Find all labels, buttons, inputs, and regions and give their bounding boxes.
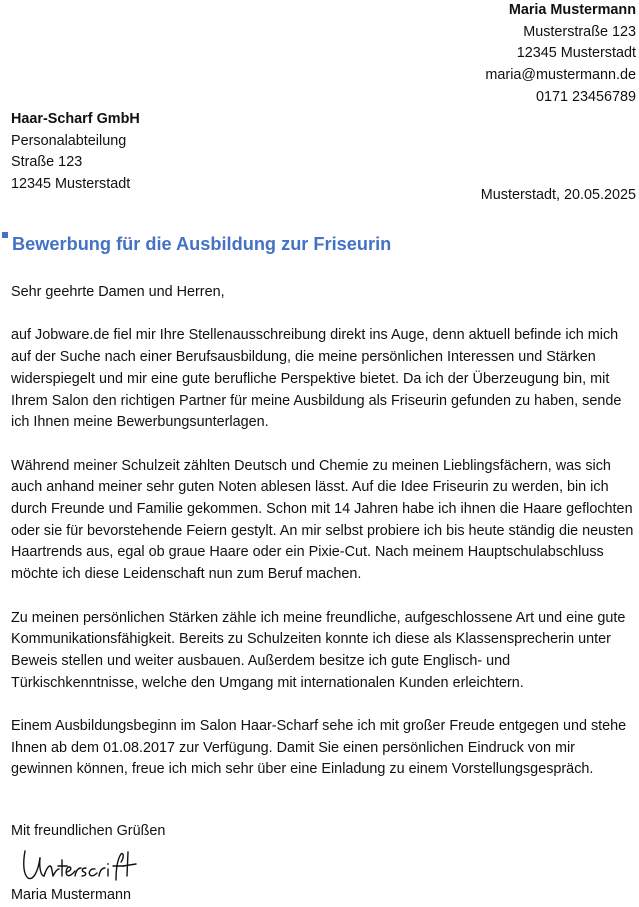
signature xyxy=(20,842,150,886)
body-paragraph: Einem Ausbildungsbeginn im Salon Haar-Scharf sehe ich mit großer Freude entgegen und stehe Ihnen ab dem 01.08.2017 zur Verfügung. Damit Sie einen persönlichen Eindruck von mir gewinnen können, freue ich mich sehr über eine Einladung zu einem Vorstellungsgespräch. xyxy=(11,718,627,778)
sender-street: Musterstraße 123 xyxy=(523,23,636,40)
subject-marker xyxy=(2,232,8,238)
sender-email: maria@mustermann.de xyxy=(485,67,636,84)
salutation: Sehr geehrte Damen und Herren, xyxy=(11,284,225,300)
closing-formula: Mit freundlichen Grüßen xyxy=(11,823,166,839)
recipient-street: Straße 123 xyxy=(11,154,83,171)
sender-address xyxy=(276,0,636,109)
recipient-department: Personalabteilung xyxy=(11,132,127,149)
signer-name: Maria Mustermann xyxy=(11,887,131,903)
place-date: Musterstadt, 20.05.2025 xyxy=(480,187,636,203)
sender-city: 12345 Musterstadt xyxy=(516,45,636,62)
letter-body xyxy=(11,282,635,803)
subject-line: Bewerbung für die Ausbildung zur Friseurin xyxy=(12,234,392,254)
body-paragraph: Zu meinen persönlichen Stärken zähle ich meine freundliche, aufgeschlossene Art und eine gute Kommunikationsfähigkeit. Bereits zu Schulzeiten konnte ich diese als Klassensprecherin unter Beweis stellen und weiter ausbauen. Außerdem besitze ich gute Englisch- und Türkischkenntnisse, welche den Umgang mit internationalen Kunden erleichtern. xyxy=(11,609,626,691)
body-paragraph: Während meiner Schulzeit zählten Deutsch und Chemie zu meinen Lieblingsfächern, was sich auch anhand meiner sehr guten Noten ablesen lässt. Auf die Idee Friseurin zu werden, bin ich durch Freunde und Familie gekommen. Schon mit 14 Jahren habe ich ihnen die Haare geflochten oder sie für bevorstehende Feiern gestylt. An mir selbst probiere ich bis heute ständig die neusten Haartrends aus, egal ob graue Haare oder ein Pixie-Cut. Nach meinem Hauptschulabschluss möchte ich diese Leidenschaft nun zum Beruf machen. xyxy=(11,457,634,583)
body-paragraph: auf Jobware.de fiel mir Ihre Stellenausschreibung direkt ins Auge, denn aktuell befinde ich mich auf der Suche nach einer Berufsausbildung, die meine persönlichen Interessen und Stärken widerspiegelt und mir eine gute berufliche Perspektive bietet. Da ich der Überzeugung bin, mit Ihrem Salon den richtigen Partner für meine Ausbildung als Friseurin gefunden zu haben, sende ich Ihnen meine Bewerbungsunterlagen. xyxy=(11,327,622,431)
recipient-city: 12345 Musterstadt xyxy=(11,176,131,193)
sender-phone: 0171 23456789 xyxy=(535,88,636,105)
recipient-address xyxy=(11,109,371,196)
sender-name: Maria Mustermann xyxy=(508,2,636,18)
recipient-company: Haar-Scharf GmbH xyxy=(11,111,140,127)
